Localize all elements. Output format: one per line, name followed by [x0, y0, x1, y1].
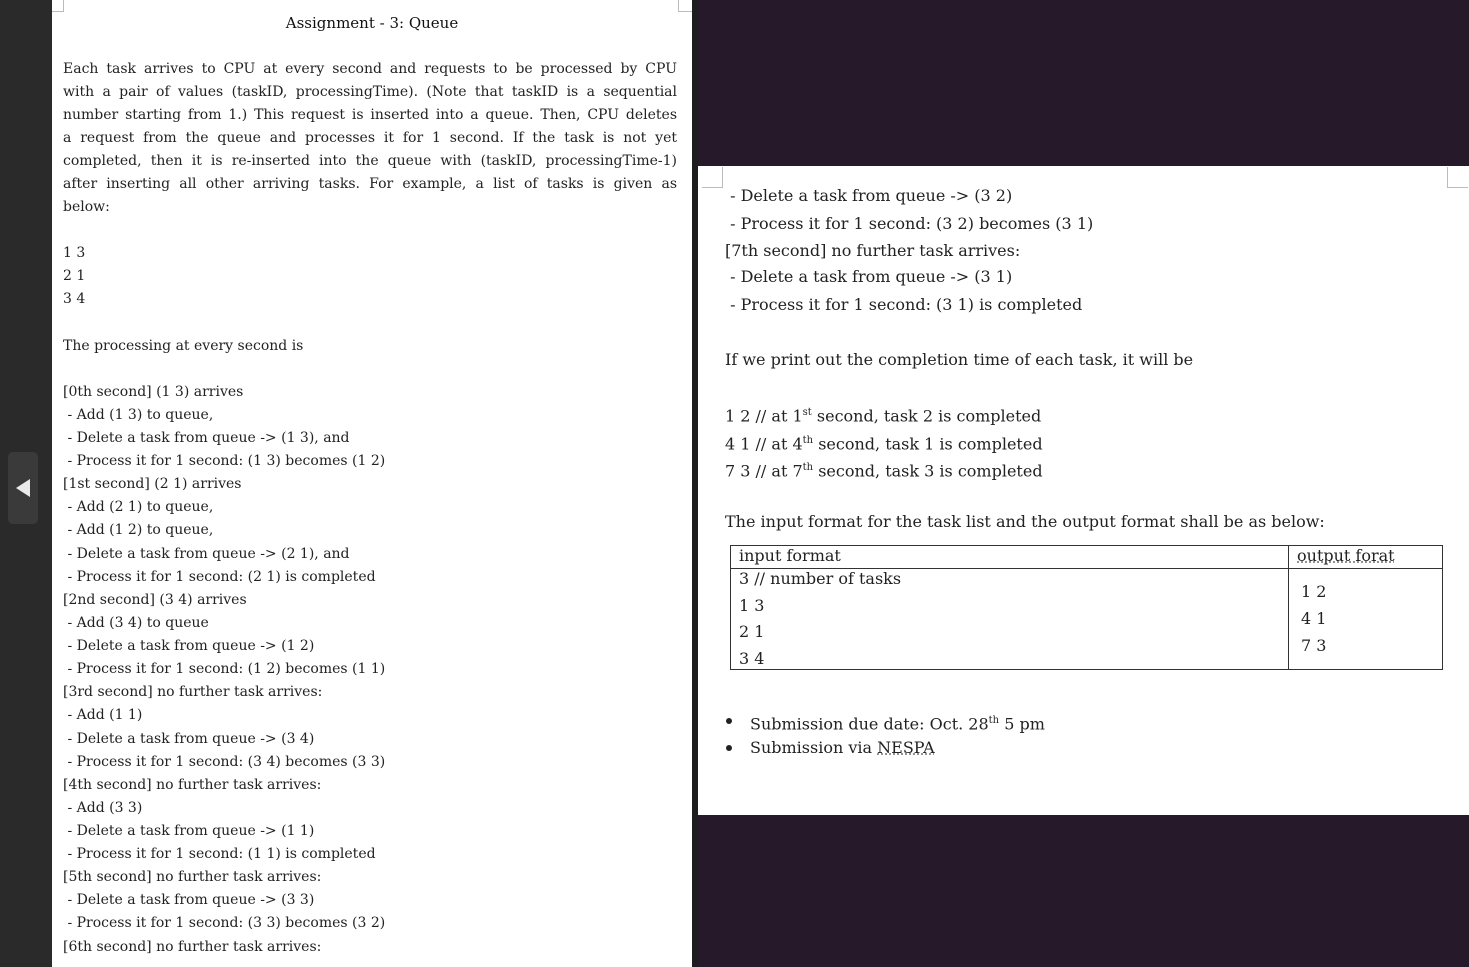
- step-line: - Delete a task from queue -> (3 3): [63, 892, 315, 908]
- table-cell: 3 // number of tasks: [739, 569, 902, 588]
- completion-intro: If we print out the completion time of each task, it will be: [725, 350, 1194, 369]
- step-line: [0th second] (1 3) arrives: [63, 384, 244, 400]
- step-line: - Delete a task from queue -> (3 4): [63, 731, 315, 747]
- step-line: [6th second] no further task arrives:: [63, 939, 322, 955]
- page-corner-mark: [678, 0, 692, 12]
- intro-line: Each task arrives to CPU at every second and requests to be processed by CPU: [63, 61, 677, 77]
- intro-line: with a pair of values (taskID, processingTime). (Note that taskID is a sequential: [63, 84, 677, 100]
- step-line: [7th second] no further task arrives:: [725, 241, 1021, 260]
- step-line: - Delete a task from queue -> (3 1): [725, 267, 1013, 286]
- table-header-input: input format: [739, 546, 841, 565]
- processing-intro: The processing at every second is: [63, 338, 304, 354]
- step-line: - Process it for 1 second: (1 3) becomes (1 2): [63, 453, 386, 469]
- step-line: - Process it for 1 second: (3 4) becomes (3 3): [63, 754, 386, 770]
- step-line: [5th second] no further task arrives:: [63, 869, 322, 885]
- step-line: - Delete a task from queue -> (1 1): [63, 823, 315, 839]
- due-date-line: Submission due date: Oct. 28th 5 pm: [750, 714, 1045, 734]
- step-line: [1st second] (2 1) arrives: [63, 476, 242, 492]
- table-cell: 3 4: [739, 649, 765, 668]
- example-task: 3 4: [63, 291, 86, 307]
- step-line: - Add (1 1): [63, 707, 143, 723]
- intro-line: completed, then it is re-inserted into the queue with (taskID, processingTime-1): [63, 153, 677, 169]
- table-cell: 2 1: [739, 622, 765, 641]
- arrow-left-icon: [16, 479, 30, 497]
- step-line: - Process it for 1 second: (1 2) becomes (1 1): [63, 661, 386, 677]
- completion-line: 7 3 // at 7th second, task 3 is completed: [725, 461, 1043, 481]
- step-line: [4th second] no further task arrives:: [63, 777, 322, 793]
- completion-line: 1 2 // at 1st second, task 2 is completed: [725, 406, 1042, 426]
- step-line: - Process it for 1 second: (2 1) is completed: [63, 569, 376, 585]
- page-corner-mark: [1447, 167, 1468, 188]
- intro-line: a request from the queue and processes it for 1 second. If the task is not yet: [63, 130, 677, 146]
- step-line: - Delete a task from queue -> (1 3), and: [63, 430, 350, 446]
- bullet-icon: [726, 745, 732, 751]
- io-format-table: [730, 545, 1443, 670]
- table-cell: 7 3: [1301, 636, 1327, 655]
- page-title: Assignment - 3: Queue: [285, 14, 459, 32]
- table-cell: 1 2: [1301, 582, 1327, 601]
- step-line: - Add (3 4) to queue: [63, 615, 209, 631]
- bullet-icon: [726, 718, 732, 724]
- step-line: [2nd second] (3 4) arrives: [63, 592, 247, 608]
- document-page-2: [698, 166, 1469, 815]
- example-task: 2 1: [63, 268, 86, 284]
- step-line: - Add (1 2) to queue,: [63, 522, 214, 538]
- step-line: - Process it for 1 second: (3 3) becomes (3 2): [63, 915, 386, 931]
- step-line: [3rd second] no further task arrives:: [63, 684, 323, 700]
- table-cell: 1 3: [739, 596, 765, 615]
- table-cell: 4 1: [1301, 609, 1327, 628]
- step-line: - Process it for 1 second: (3 2) becomes (3 1): [725, 214, 1094, 233]
- intro-line: after inserting all other arriving tasks. For example, a list of tasks is given as: [63, 176, 677, 192]
- step-line: - Add (2 1) to queue,: [63, 499, 214, 515]
- step-line: - Delete a task from queue -> (3 2): [725, 186, 1013, 205]
- page-corner-mark: [52, 0, 64, 12]
- page-corner-mark: [702, 167, 723, 188]
- example-task: 1 3: [63, 245, 86, 261]
- step-line: - Process it for 1 second: (3 1) is completed: [725, 295, 1083, 314]
- previous-page-button[interactable]: [8, 452, 38, 524]
- submission-via-line: Submission via NESPA: [750, 738, 935, 757]
- nespa-link[interactable]: NESPA: [877, 738, 935, 757]
- step-line: - Delete a task from queue -> (1 2): [63, 638, 315, 654]
- table-header-output: output forat: [1297, 546, 1395, 565]
- format-intro: The input format for the task list and the output format shall be as below:: [725, 512, 1325, 531]
- completion-line: 4 1 // at 4th second, task 1 is completed: [725, 434, 1043, 454]
- step-line: - Add (1 3) to queue,: [63, 407, 214, 423]
- intro-line: below:: [63, 199, 110, 215]
- document-page-1: [52, 0, 692, 967]
- step-line: - Process it for 1 second: (1 1) is completed: [63, 846, 376, 862]
- step-line: - Delete a task from queue -> (2 1), and: [63, 546, 350, 562]
- intro-line: number starting from 1.) This request is inserted into a queue. Then, CPU deletes: [63, 107, 677, 123]
- step-line: - Add (3 3): [63, 800, 143, 816]
